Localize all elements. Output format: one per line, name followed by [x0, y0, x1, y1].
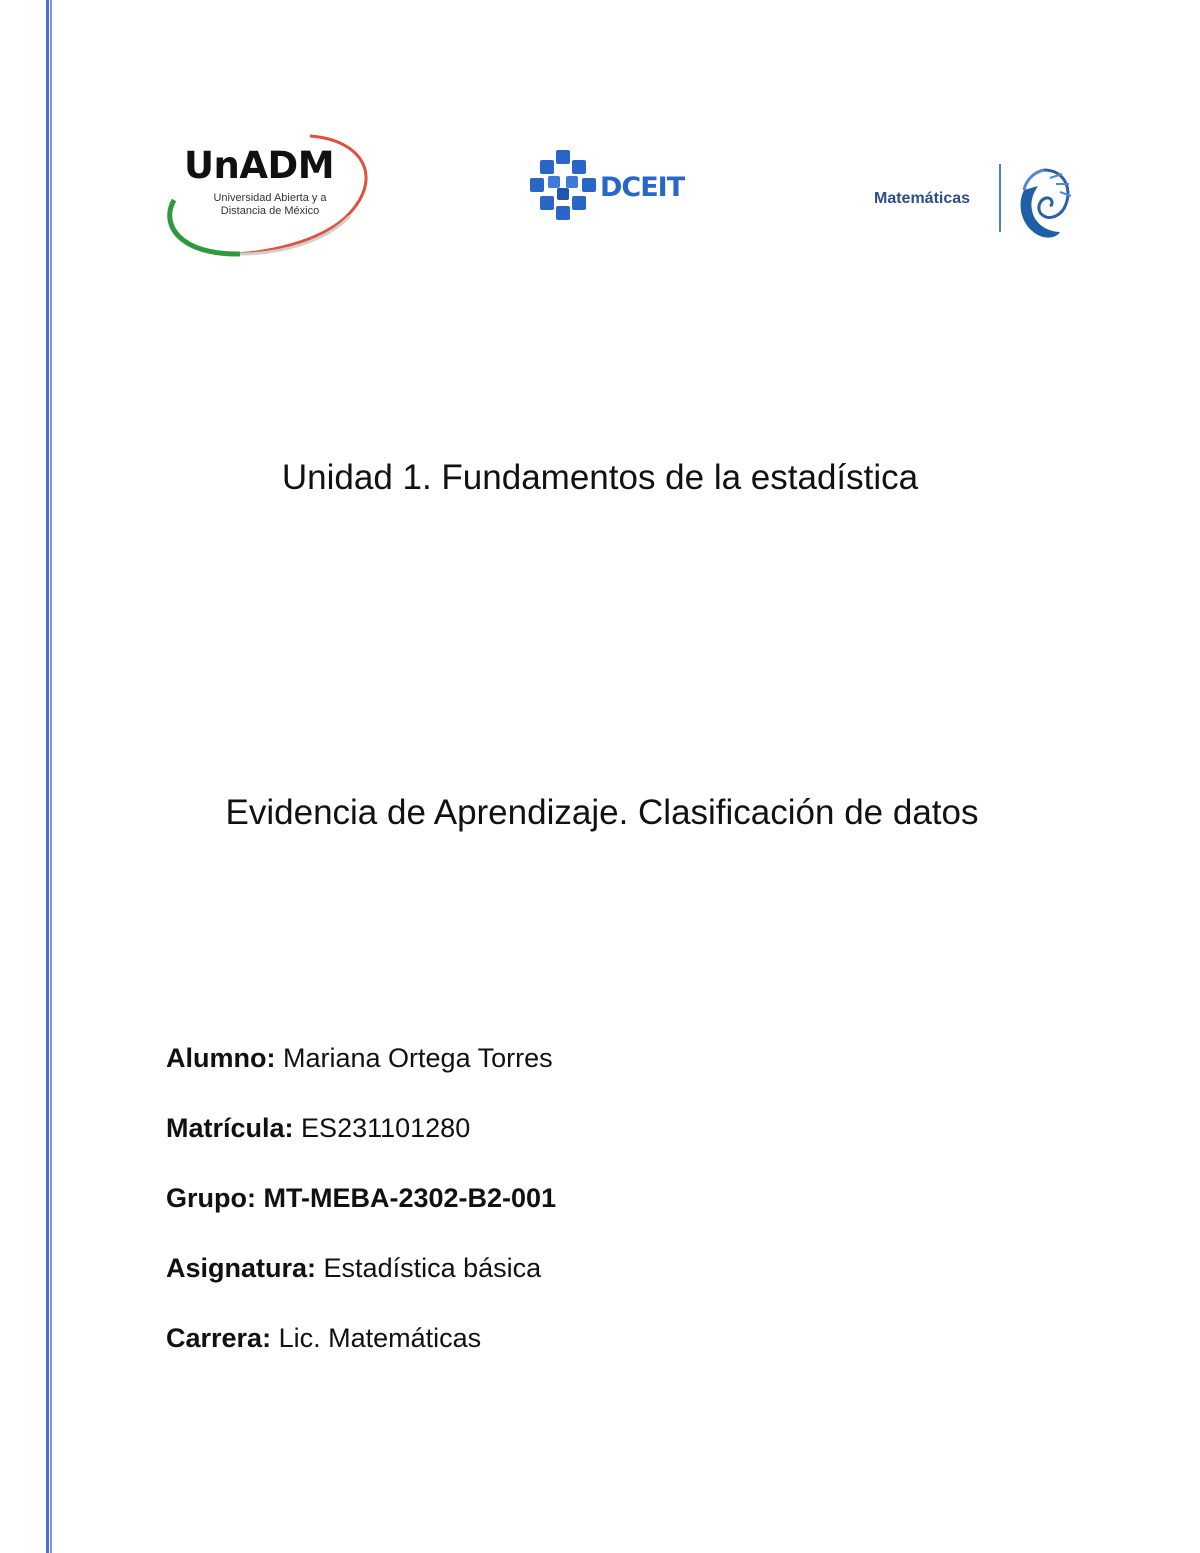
unadm-logo	[160, 130, 380, 260]
info-label: Asignatura:	[166, 1253, 317, 1283]
info-value: Estadística básica	[323, 1253, 542, 1283]
dceit-logo	[528, 148, 698, 228]
info-value: ES231101280	[301, 1113, 471, 1143]
matematicas-logo	[870, 160, 1080, 240]
info-row-matricula	[166, 1110, 556, 1180]
info-value: Mariana Ortega Torres	[283, 1043, 553, 1073]
info-row-grupo	[166, 1180, 556, 1250]
info-label: Grupo:	[166, 1183, 256, 1213]
info-value: MT-MEBA-2302-B2-001	[263, 1183, 557, 1213]
unadm-subtitle-line1: Universidad Abierta y a	[213, 192, 327, 204]
info-row-carrera	[166, 1320, 556, 1390]
info-label: Matrícula:	[166, 1113, 294, 1143]
matematicas-logo-title: Matemáticas	[874, 190, 971, 207]
unit-title: Unidad 1. Fundamentos de la estadística	[281, 458, 919, 497]
page-margin-rule	[46, 0, 56, 1553]
nautilus-shell-icon	[1014, 166, 1074, 242]
info-value: Lic. Matemáticas	[278, 1323, 482, 1353]
hexagon-cube-cluster-icon	[528, 148, 600, 228]
student-info-block	[166, 1040, 556, 1390]
matematicas-logo-divider	[999, 164, 1001, 232]
evidence-title: Evidencia de Aprendizaje. Clasificación de datos	[225, 793, 979, 832]
dceit-logo-title: DCEIT	[600, 172, 685, 203]
unadm-logo-title: UnADM	[184, 144, 335, 187]
unadm-logo-subtitle	[200, 192, 340, 218]
info-row-alumno	[166, 1040, 556, 1110]
info-label: Alumno:	[166, 1043, 276, 1073]
info-label: Carrera:	[166, 1323, 272, 1353]
margin-rule-inner-line	[50, 0, 52, 1553]
info-row-asignatura	[166, 1250, 556, 1320]
unadm-subtitle-line2: Distancia de México	[220, 205, 320, 217]
margin-rule-outer-line	[46, 0, 49, 1553]
